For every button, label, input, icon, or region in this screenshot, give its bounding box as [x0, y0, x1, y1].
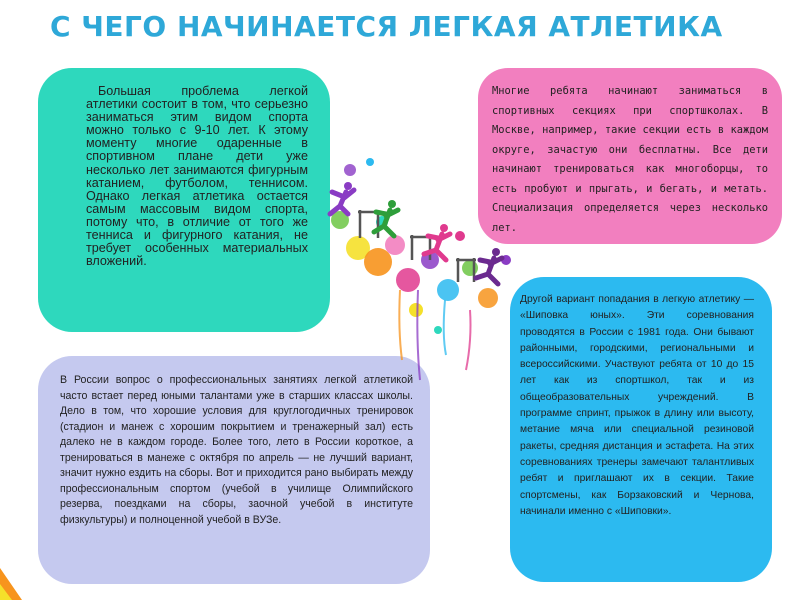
paint-splash-icon [331, 158, 511, 334]
blue-card-text: Другой вариант попадания в легкую атлетику — «Шиповка юных». Эти соревнования проводятся в России с 1981 года. Они бывают районными, городскими, региональными и всероссийскими. Участвуют ребята от 10 до 15 лет как из спортшкол, так и из общеобразовательных учреждений. В программе спринт, прыжок в длину или высоту, метание мяча или специальной резиновой ракеты, средняя дистанция и эстафета. На этих соревнованиях тренеры замечают талантливых ребят и приглашают их в секции. Такие спортсмены, как Борзаковский и Чернова, начинали именно с «Шиповки». [520, 294, 754, 517]
pink-card-text: Многие ребята начинают заниматься в спортивных секциях при спортшколах. В Москве, например, такие секции есть в каждом округе, зачастую они бесплатны. Все дети начинают тренироваться как многоборцы, то есть пробуют и прыгать, и бегать, и метать. Специализация определяется через несколько лет. [492, 85, 768, 234]
corner-decoration [0, 554, 34, 600]
card-lavender [38, 356, 430, 584]
card-blue [510, 277, 772, 582]
athletes-splash-illustration [320, 140, 530, 390]
lavender-card-text: В России вопрос о профессиональных занятиях легкой атлетикой часто встает перед юными талантами уже в старших классах школы. Дело в том, что хорошие условия для круглогодичных тренировок (стадион и манеж с хорошим покрытием и тренажерный зал) есть далеко не в каждом городе. Более того, лето в России короткое, а тренироваться в манеже с октября по апрель — не лучший вариант, значит нужно ездить на сборы. Вот и приходится рано выбирать между профессиональным спортом (учебой в училище Олимпийского резерва, поездками на сборы, заочной учебой в институте физкультуры) и полноценной учебой в ВУЗе. [60, 374, 413, 526]
teal-card-text: Большая проблема легкой атлетики состоит в том, что серьезно заниматься этим видом спорта можно только с 9-10 лет. К этому моменту многие одаренные в спортивном плане дети уже несколько лет занимаются фигурным катанием, футболом, теннисом. Однако легкая атлетика остается самым массовым видом спорта, потому что, в отличие от того же тенниса и фигурного катания, не требует особенных материальных вложений. [86, 84, 308, 269]
card-teal [38, 68, 330, 332]
splash-drips [399, 290, 470, 380]
page-title: С ЧЕГО НАЧИНАЕТСЯ ЛЕГКАЯ АТЛЕТИКА [50, 10, 723, 43]
